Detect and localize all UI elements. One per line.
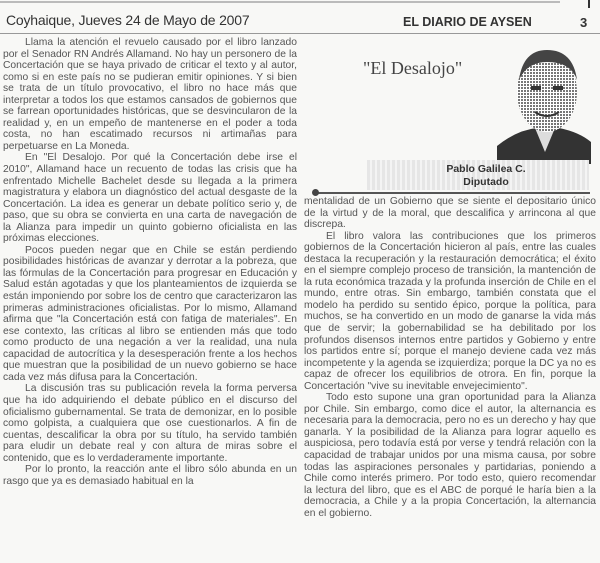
right-column bbox=[304, 196, 596, 519]
top-mark bbox=[588, 0, 590, 8]
paragraph: En "El Desalojo. Por qué la Concertación debe irse el 2010", Allamand hace un recuento de todas las crisis que ha enfrentado Michelle Bachelet desde su llegada a la primera magistratura y elabora un diagnóstico del actual desgaste de la Concertación. La idea es generar un debate político serio y, de paso, que su obra se convierta en una carta de navegación de la Alianza para impedir un quinto gobierno oficialista en las próximas elecciones. bbox=[3, 152, 297, 245]
newspaper-name: EL DIARIO DE AYSEN bbox=[403, 15, 532, 29]
paragraph: Todo esto supone una gran oportunidad para la Alianza por Chile. Sin embargo, como dice el autor, la alternancia es necesaria para la democracia, pero no es un derecho y hay que ganarla. Y la posibilidad de la Alianza para lograr aquello es auspiciosa, pero todavía está por verse y tendrá relación con la capacidad de trabajar unidos por una misma causa, por sobre todas las aspiraciones personales y partidarias, poniendo a Chile como interés primero. Por todo esto, quiero recomendar la lectura del libro, que es el ABC de porqué le haría bien a la democracia, a Chile y a la propia Concertación, la alternancia en el gobierno. bbox=[304, 392, 596, 519]
author-photo bbox=[497, 42, 591, 164]
left-column bbox=[3, 37, 297, 487]
top-rule bbox=[0, 1, 560, 3]
paragraph: Llama la atención el revuelo causado por el libro lanzado por el Senador RN Andrés Allamand. No hay un personero de la Concertación que se haya privado de criticar el texto y al autor, como si en este país no se pudieran emitir opiniones. Y si bien se trata de un título provocativo, el libro no hace más que interpretar a todos los que estamos cansados de gobiernos que se farrean oportunidades históricas, que se desvincularon de la realidad y, en un empeño de mantenerse en el poder a toda costa, no han escatimado recursos ni artimañas para perpetuarse en La Moneda. bbox=[3, 37, 297, 152]
paragraph: Por lo pronto, la reacción ante el libro sólo abunda en un rasgo que ya es demasiado habitual en la bbox=[3, 464, 297, 487]
caption-rule bbox=[316, 192, 590, 194]
page-number: 3 bbox=[580, 15, 588, 30]
author-caption bbox=[367, 160, 589, 190]
author-name: Pablo Galilea C. bbox=[446, 163, 526, 175]
paragraph: La discusión tras su publicación revela la forma perversa que ha ido adquiriendo el debate público en el discurso del oficialismo gubernamental. Se trata de demonizar, en lo posible como golpista, a cualquiera que ose cuestionarlos. A fin de cuentas, descalificar la obra por su título, ha servido también para eludir un debate real y con altura de miras sobre el contenido, que es lo verdaderamente importante. bbox=[3, 383, 297, 464]
article-headline: "El Desalojo" bbox=[363, 58, 463, 78]
paragraph: Pocos pueden negar que en Chile se están perdiendo posibilidades históricas de avanzar y derrotar a la pobreza, que las fórmulas de la Concertación para progresar en Educación y Salud están agotadas y que los planteamientos de izquierda se están imponiendo por sobre los de centro que caracterizaron las primeras administraciones oficialistas. Por lo mismo, Allamand afirma que "la Concertación está con fatiga de materiales". En ese contexto, las críticas al libro se entienden más que todo como producto de una negación a ver la realidad, una nula capacidad de autocrítica y la desesperación frente a los hechos que muestran que la posibilidad de un nuevo gobierno se hace cada vez más difusa para la Concertación. bbox=[3, 244, 297, 383]
rule-dot bbox=[312, 189, 319, 196]
dateline: Coyhaique, Jueves 24 de Mayo de 2007 bbox=[6, 12, 250, 28]
paragraph: El libro valora las contribuciones que los primeros gobiernos de la Concertación hicieron al país, entre las cuales destaca la recuperación y la restauración democrática; el éxito en el siempre complejo proceso de transición, la mantención de la ruta económica trazada y la profunda inserción de Chile en el mundo, entre otras. Sin embargo, también constata que el modelo ha perdido su sentido épico, porque la política, para muchos, se ha convertido en un modo de ganarse la vida más que de servir; la gobernabilidad se ha debilitado por los profundos disensos internos entre partidos y Gobierno y entre los partidos entre sí; porque el manejo deviene cada vez más incompetente y la agenda se izquierdiza; porque la DC ya no es capaz de ofrecer los equilibrios de otrora. En fin, porque la Concertación "vive su inevitable envejecimiento". bbox=[304, 230, 596, 392]
paragraph: mentalidad de un Gobierno que se siente el depositario único de la virtud y de la moral, que descalifica y arrincona al que discrepa. bbox=[304, 196, 596, 231]
author-role: Diputado bbox=[463, 176, 509, 188]
header-rule bbox=[0, 33, 600, 34]
